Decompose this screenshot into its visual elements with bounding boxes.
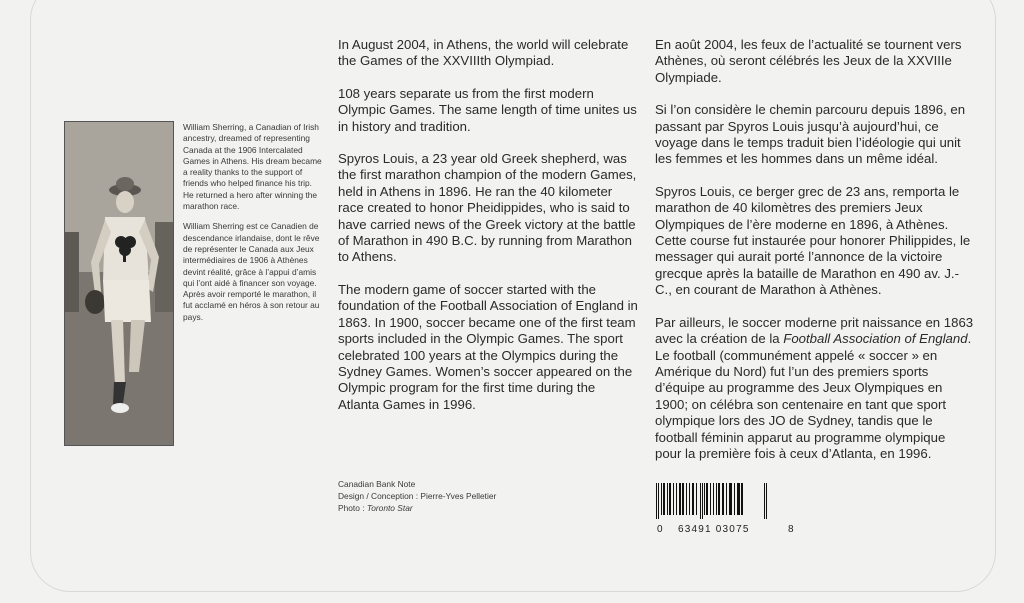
french-p4-start: Par ailleurs, le soccer moderne prit naissance en 1863 avec la création de la	[655, 314, 974, 347]
barcode-bar	[704, 483, 705, 515]
barcode	[656, 483, 768, 519]
barcode-bar	[658, 483, 659, 519]
credits	[338, 478, 578, 514]
barcode-bar	[713, 483, 714, 515]
french-paragraph-1: En août 2004, les feux de l’actualité se tournent vers Athènes, où seront célébrés les Jeux de la XXVIIIe Olympiade.	[655, 37, 962, 85]
barcode-bar	[718, 483, 720, 515]
barcode-bar	[676, 483, 677, 515]
barcode-bar	[679, 483, 681, 515]
barcode-bar	[700, 483, 701, 519]
english-paragraph-2: 108 years separate us from the first modern Olympic Games. The same length of time unites us in history and tradition.	[338, 85, 637, 134]
barcode-bar	[722, 483, 724, 515]
credit-design: Design / Conception : Pierre-Yves Pelletier	[338, 491, 497, 501]
barcode-bar	[734, 483, 735, 515]
barcode-bar	[737, 483, 740, 515]
barcode-bar	[741, 483, 743, 515]
barcode-bar	[729, 483, 732, 515]
barcode-bar	[673, 483, 674, 515]
credit-printer: Canadian Bank Note	[338, 479, 416, 489]
caption-french: William Sherring est ce Canadien de descendance irlandaise, dont le rêve de représenter le Canada aux Jeux intermédiaires de 1906 à Athènes devint réalité, grâce à l’appui d’amis qui l’ont aidé à financer son voyage. Après avoir remporté le marathon, il fut acclamé en héros à son retour au pays.	[183, 221, 320, 322]
barcode-digits: 63491 03075	[678, 524, 750, 535]
english-paragraph-3: Spyros Louis, a 23 year old Greek shepherd, was the first marathon champion of the modern Games, held in Athens in 1896. He ran the 40 kilometer race created to honor Pheidippides, who is said to have carried news of the Greek victory at the battle of Marathon in 490 B.C. by running from Marathon to Athens.	[338, 151, 637, 265]
barcode-bar	[682, 483, 684, 515]
barcode-bar	[726, 483, 727, 515]
french-paragraph-3: Spyros Louis, ce berger grec de 23 ans, remporta le marathon de 40 kilomètres des premiers Jeux Olympiques de l’ère moderne en 1896, à Athènes. Cette course fut instaurée pour honorer Philippides, le messager qui aurait porté l’annonce de la victoire grecque après la bataille de Marathon en 490 av. J.-C., en courant de Marathon à Athènes.	[655, 183, 971, 298]
football-association-title: Football Association of England	[783, 331, 968, 347]
french-paragraph-2: Si l’on considère le chemin parcouru depuis 1896, en passant par Spyros Louis jusqu’à aujourd’hui, ce voyage dans le temps traduit bien l’idéologie qui unit les femmes et les hommes dans un même idéal.	[655, 102, 966, 167]
barcode-bar	[663, 483, 665, 515]
credit-photo	[338, 502, 578, 514]
barcode-bar	[716, 483, 717, 515]
barcode-bar	[661, 483, 662, 515]
barcode-bar	[689, 483, 690, 515]
barcode-bar	[692, 483, 694, 515]
french-column	[655, 37, 975, 478]
credit-photo-label: Photo :	[338, 503, 367, 513]
barcode-bar	[710, 483, 711, 515]
credit-photo-source: Toronto Star	[366, 503, 413, 513]
barcode-bar	[669, 483, 671, 515]
barcode-bar	[706, 483, 708, 515]
barcode-bar	[696, 483, 697, 515]
photo-caption	[183, 122, 323, 332]
english-column	[338, 37, 638, 429]
english-paragraph-4: The modern game of soccer started with the foundation of the Football Association of England in 1863. In 1900, soccer became one of the first team sports included in the Olympic Games. The sport celebrated 100 years at the Olympics during the Sydney Games. Women’s soccer appeared on the Olympic program for the first time during the Atlanta Games in 1996.	[338, 281, 638, 412]
barcode-left-digit: 0	[657, 524, 663, 535]
barcode-bar	[656, 483, 657, 519]
barcode-bar	[764, 483, 765, 519]
english-paragraph-1: In August 2004, in Athens, the world will celebrate the Games of the XXVIIIth Olympiad.	[338, 37, 629, 69]
caption-english: William Sherring, a Canadian of Irish ancestry, dreamed of representing Canada at the 1906 Intercalated Games in Athens. His dream became a reality thanks to the support of friends who helped finance his trip. He returned a hero after winning the marathon race.	[183, 122, 322, 212]
barcode-bar	[667, 483, 668, 515]
barcode-bar	[702, 483, 703, 519]
runner-photo-icon	[65, 122, 173, 445]
french-p4-end: . Le football (communément appelé « soccer » en Amérique du Nord) fut l’un des premiers sports d’équipe au programme des Jeux Olympiques en 1900; on célébra son centenaire en tant que sport olympique lors des JO de Sydney, tandis que le football féminin apparut au programme olympique pour la première fois à ceux d’Atlanta, en 1996.	[655, 331, 972, 461]
barcode-bar	[766, 483, 767, 519]
runner-photo	[64, 121, 174, 446]
barcode-bar	[686, 483, 687, 515]
french-paragraph-4	[655, 315, 975, 463]
barcode-right-digit: 8	[788, 524, 794, 535]
